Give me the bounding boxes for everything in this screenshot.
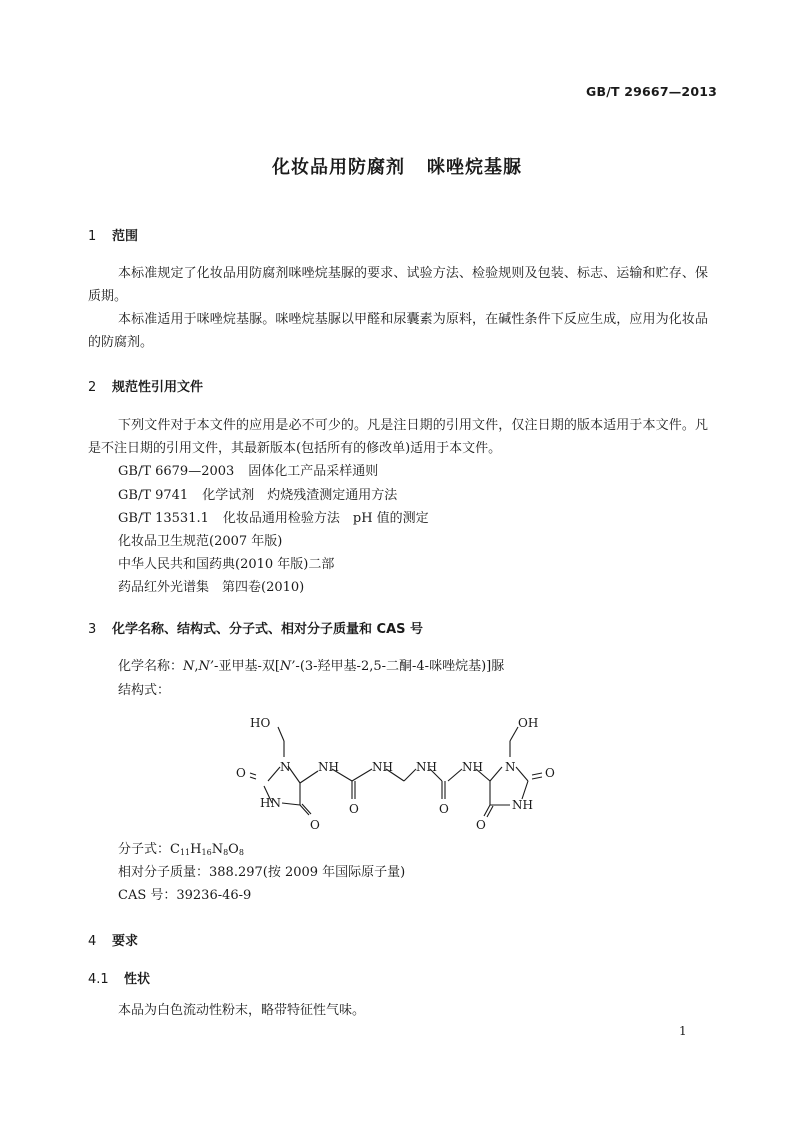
reference-title: 化妆品通用检验方法 pH 值的测定 [222, 511, 429, 526]
atom-o: O [545, 766, 555, 780]
reference-title: 化妆品卫生规范(2007 年版) [118, 534, 283, 549]
atom-hn: HN [260, 796, 281, 810]
chemical-name-part: , [194, 659, 199, 674]
reference-title: 化学试剂 灼烧残渣测定通用方法 [202, 488, 398, 503]
title-part-2: 咪唑烷基脲 [427, 157, 522, 178]
reference-item [118, 578, 304, 598]
atom-n: N [505, 760, 516, 774]
molecular-mass: 相对分子质量：388.297(按 2009 年国际原子量) [118, 865, 406, 880]
appearance-paragraph: 本品为白色流动性粉末，略带特征性气味。 [118, 1003, 366, 1018]
reference-item [118, 486, 397, 506]
reference-code: GB/T 13531.1 [118, 511, 209, 526]
atom-ho: HO [250, 716, 271, 730]
chemical-name-part: N’ [198, 659, 215, 674]
section-title: 性状 [124, 972, 151, 987]
formula-count: 11 [179, 848, 191, 857]
reference-title: 中华人民共和国药典(2010 年版)二部 [118, 557, 335, 572]
section-1-heading [88, 225, 138, 244]
section-3-heading [88, 618, 423, 637]
references-paragraph: 下列文件对于本文件的应用是必不可少的。凡是注日期的引用文件，仅注日期的版本适用于本文件。凡是不注日期的引用文件，其最新版本(包括所有的修改单)适用于本文件。 [88, 418, 708, 456]
atom-nh: NH [462, 760, 483, 774]
scope-paragraph-1: 本标准规定了化妆品用防腐剂咪唑烷基脲的要求、试验方法、检验规则及包装、标志、运输和贮存、保质期。 [88, 266, 708, 304]
document-title [0, 153, 794, 179]
section-number: 4.1 [88, 972, 109, 987]
reference-item [118, 555, 334, 575]
formula-count: 16 [201, 848, 212, 857]
formula-element: O [228, 842, 239, 857]
chemical-name-part: N [183, 659, 195, 674]
section-number: 2 [88, 380, 97, 395]
atom-nh: NH [372, 760, 393, 774]
molecular-formula [118, 840, 244, 863]
section-title: 范围 [112, 229, 139, 244]
scope-paragraph-2: 本标准适用于咪唑烷基脲。咪唑烷基脲以甲醛和尿囊素为原料，在碱性条件下反应生成，应用为化妆品的防腐剂。 [88, 312, 708, 350]
section-title: 化学名称、结构式、分子式、相对分子质量和 CAS 号 [112, 622, 424, 637]
chemical-name-part: -亚甲基-双[ [214, 659, 280, 674]
atom-o: O [236, 766, 246, 780]
standard-number: GB/T 29667—2013 [586, 84, 718, 99]
structure-atom-labels [236, 716, 555, 832]
atom-o: O [349, 802, 359, 816]
reference-item [118, 509, 429, 529]
chemical-name-part: N’ [279, 659, 296, 674]
formula-count: 8 [223, 848, 229, 857]
reference-item [118, 462, 378, 482]
atom-o: O [310, 818, 320, 832]
cas-number: CAS 号：39236-46-9 [118, 888, 252, 903]
reference-item [118, 532, 282, 552]
chemical-name-part: -(3-羟甲基-2,5-二酮-4-咪唑烷基)]脲 [295, 659, 505, 674]
formula-element: C [170, 842, 180, 857]
section-number: 4 [88, 934, 97, 949]
section-title: 要求 [112, 934, 139, 949]
reference-code: GB/T 9741 [118, 488, 189, 503]
atom-nh: NH [416, 760, 437, 774]
section-number: 1 [88, 229, 97, 244]
chemical-name-label: 化学名称： [118, 659, 184, 674]
structure-label: 结构式： [118, 683, 171, 698]
atom-o: O [476, 818, 486, 832]
chemical-name [118, 657, 504, 677]
atom-nh: NH [318, 760, 339, 774]
structure-bonds [250, 727, 542, 817]
section-4-1-heading [88, 968, 150, 987]
structural-formula [220, 705, 580, 835]
atom-n: N [280, 760, 291, 774]
formula-element: N [211, 842, 224, 857]
reference-title: 固体化工产品采样通则 [248, 464, 379, 479]
section-2-heading [88, 376, 203, 395]
atom-oh: OH [518, 716, 539, 730]
section-number: 3 [88, 622, 97, 637]
section-4-heading [88, 930, 138, 949]
reference-title: 药品红外光谱集 第四卷(2010) [118, 580, 305, 595]
formula-element: H [190, 842, 202, 857]
title-part-1: 化妆品用防腐剂 [272, 157, 405, 178]
page-number: 1 [679, 1024, 687, 1038]
formula-label: 分子式： [118, 842, 171, 857]
reference-code: GB/T 6679—2003 [118, 464, 235, 479]
atom-o: O [439, 802, 449, 816]
section-title: 规范性引用文件 [112, 380, 204, 395]
atom-nh: NH [512, 798, 533, 812]
formula-count: 8 [238, 848, 244, 857]
